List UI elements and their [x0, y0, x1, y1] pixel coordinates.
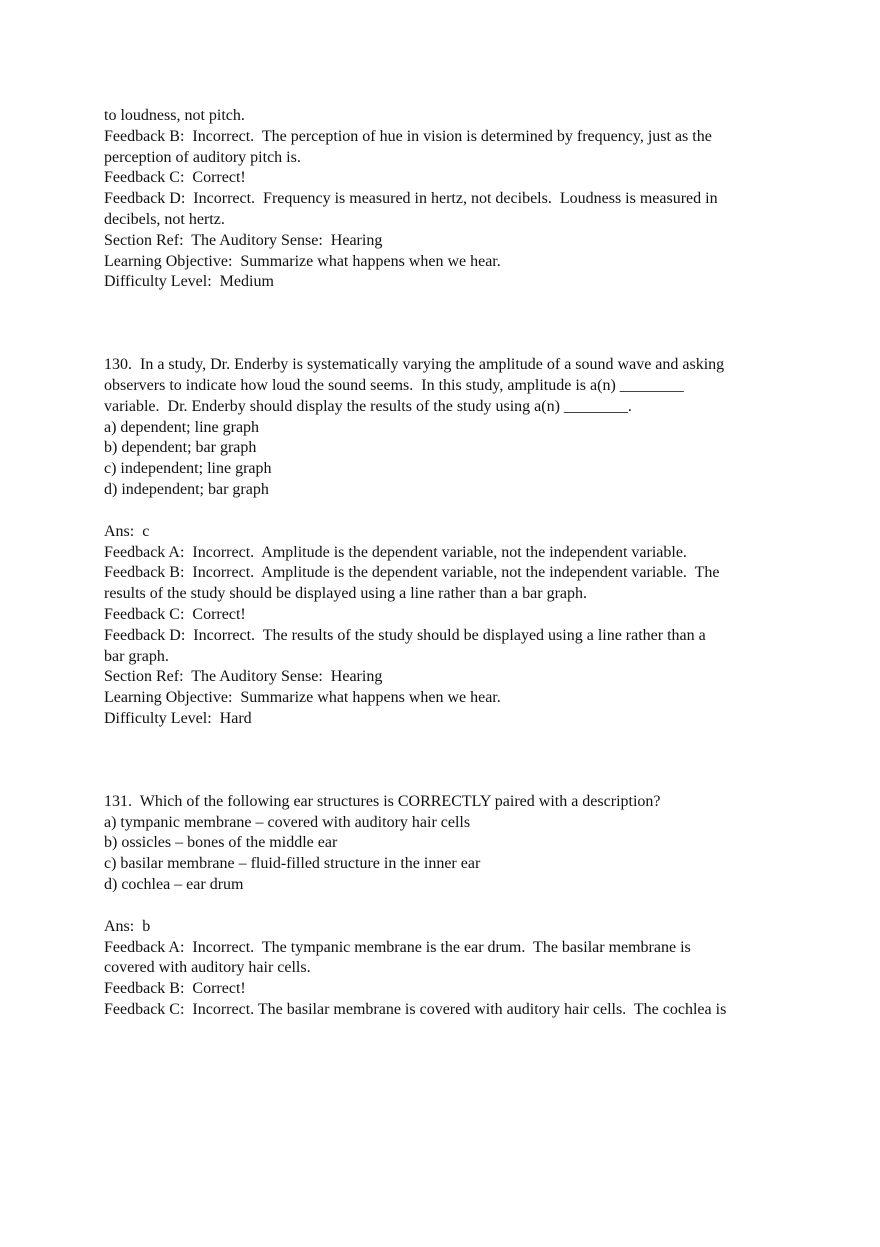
text-line: Difficulty Level: Medium — [104, 273, 274, 291]
spacer — [104, 730, 794, 792]
text-line: Difficulty Level: Hard — [104, 709, 252, 727]
question-stem — [104, 792, 794, 813]
answer-options — [104, 418, 794, 501]
question-130 — [104, 355, 794, 730]
question-131 — [104, 792, 794, 1021]
option-c: c) independent; line graph — [104, 460, 272, 478]
text-line: Feedback A: Incorrect. The tympanic membrane is the ear drum. The basilar membrane is — [104, 938, 691, 956]
answer-options — [104, 813, 794, 896]
text-line: Feedback B: Correct! — [104, 980, 246, 998]
answer-key: Ans: b — [104, 917, 151, 935]
text-line: Feedback B: Incorrect. Amplitude is the dependent variable, not the independent variable. The — [104, 564, 720, 582]
option-b: b) ossicles – bones of the middle ear — [104, 834, 338, 852]
text-line: Feedback D: Incorrect. The results of the study should be displayed using a line rather than a — [104, 626, 706, 644]
option-c: c) basilar membrane – fluid-filled structure in the inner ear — [104, 855, 481, 873]
text-line: observers to indicate how loud the sound seems. In this study, amplitude is a(n) ________ — [104, 376, 684, 394]
option-b: b) dependent; bar graph — [104, 439, 257, 457]
spacer — [104, 293, 794, 355]
text-line: perception of auditory pitch is. — [104, 148, 301, 166]
text-line: Feedback B: Incorrect. The perception of hue in vision is determined by frequency, just as the — [104, 127, 712, 145]
text-line: Learning Objective: Summarize what happens when we hear. — [104, 689, 501, 707]
answer-feedback — [104, 522, 794, 730]
text-line: Feedback C: Correct! — [104, 605, 246, 623]
text-line: covered with auditory hair cells. — [104, 959, 311, 977]
text-line: Feedback C: Correct! — [104, 169, 246, 187]
text-line: Feedback A: Incorrect. Amplitude is the dependent variable, not the independent variable. — [104, 543, 687, 561]
text-line: results of the study should be displayed using a line rather than a bar graph. — [104, 585, 587, 603]
option-d: d) independent; bar graph — [104, 480, 269, 498]
text-line: decibels, not hertz. — [104, 210, 225, 228]
text-line: Learning Objective: Summarize what happens when we hear. — [104, 252, 501, 270]
document-page — [104, 106, 794, 1021]
answer-key: Ans: c — [104, 522, 150, 540]
spacer — [104, 896, 794, 917]
option-a: a) dependent; line graph — [104, 418, 260, 436]
text-line: Feedback C: Incorrect. The basilar membrane is covered with auditory hair cells. The cochlea is — [104, 1000, 727, 1018]
text-line: 131. Which of the following ear structures is CORRECTLY paired with a description? — [104, 792, 661, 810]
text-line: bar graph. — [104, 647, 169, 665]
question-stem — [104, 355, 794, 417]
text-line: to loudness, not pitch. — [104, 107, 245, 124]
text-line: Feedback D: Incorrect. Frequency is measured in hertz, not decibels. Loudness is measured in — [104, 190, 718, 208]
text-line: Section Ref: The Auditory Sense: Hearing — [104, 668, 383, 686]
option-a: a) tympanic membrane – covered with auditory hair cells — [104, 813, 471, 831]
text-line: variable. Dr. Enderby should display the results of the study using a(n) ________. — [104, 397, 632, 415]
option-d: d) cochlea – ear drum — [104, 875, 244, 893]
spacer — [104, 501, 794, 522]
carryover-feedback — [104, 106, 794, 293]
answer-feedback — [104, 917, 794, 1021]
text-line: 130. In a study, Dr. Enderby is systematically varying the amplitude of a sound wave and asking — [104, 356, 725, 374]
text-line: Section Ref: The Auditory Sense: Hearing — [104, 231, 383, 249]
